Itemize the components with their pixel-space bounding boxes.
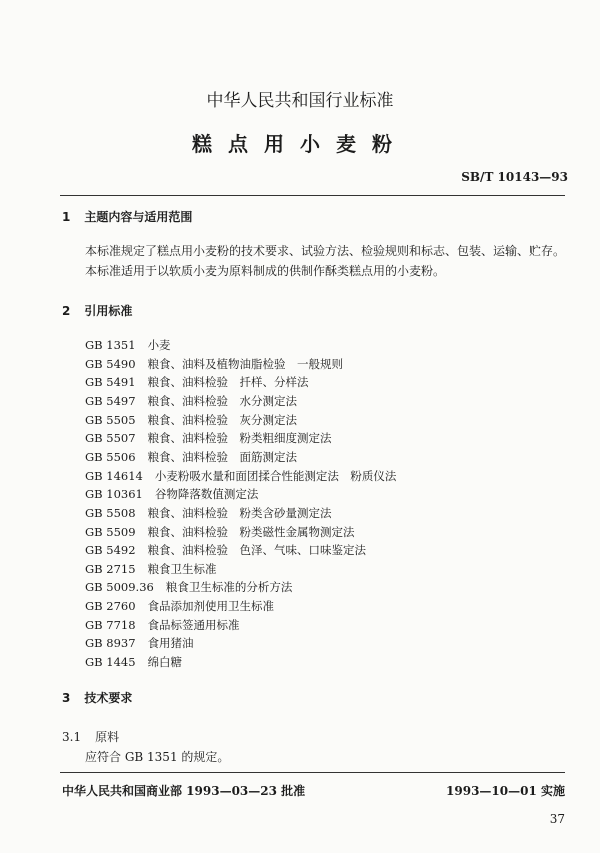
reference-name: 粮食、油料检验 水分测定法 [147,393,298,408]
reference-code: GB 14614 [85,468,143,483]
reference-code: GB 5491 [85,375,136,390]
reference-item [85,598,274,616]
reference-item [85,356,343,374]
reference-item [85,561,217,579]
reference-name: 食用猪油 [147,636,194,651]
approval-line: 中华人民共和国商业部 1993—03—23 批准 [62,784,306,798]
reference-name: 粮食、油料检验 灰分测定法 [147,412,298,427]
reference-code: GB 5492 [85,543,136,558]
section-number: 2 [62,304,71,318]
reference-code: GB 7718 [85,617,136,632]
reference-code: GB 2715 [85,561,136,576]
section-number: 1 [62,210,71,224]
document-title: 糕点用小麦粉 [192,132,408,156]
section-title: 引用标准 [84,304,133,318]
reference-item [85,468,396,486]
reference-name: 谷物降落数值测定法 [154,487,259,502]
reference-code: GB 5505 [85,412,136,427]
reference-code: GB 5497 [85,393,136,408]
reference-name: 粮食卫生标准 [147,561,217,576]
standard-code: SB/T 10143—93 [461,170,568,184]
reference-item [85,654,182,672]
reference-name: 小麦 [147,338,171,352]
bottom-divider [60,772,565,773]
reference-name: 粮食、油料检验 色泽、气味、口味鉴定法 [147,543,367,558]
reference-item [85,524,355,542]
reference-name: 粮食、油料检验 粉类磁性金属物测定法 [147,524,355,539]
reference-name: 绵白糖 [147,655,183,670]
paragraph: 本标准规定了糕点用小麦粉的技术要求、试验方法、检验规则和标志、包装、运输、贮存。 [85,244,566,258]
section-1-heading [62,208,192,225]
reference-code: GB 2760 [85,599,136,614]
section-title: 技术要求 [84,691,133,705]
top-divider [60,195,565,196]
reference-item [85,542,366,560]
subsection-number: 3.1 [62,730,82,744]
reference-name: 食品标签通用标准 [147,617,240,632]
reference-name: 小麦粉吸水量和面团揉合性能测定法 粉质仪法 [154,468,397,483]
reference-item [85,337,171,355]
reference-name: 食品添加剂使用卫生标准 [147,599,275,614]
reference-code: GB 5009.36 [85,580,154,595]
reference-code: GB 1445 [85,655,136,670]
reference-item [85,449,297,467]
document-header: 中华人民共和国行业标准 [206,91,394,111]
reference-code: GB 5509 [85,524,136,539]
reference-item [85,505,332,523]
reference-name: 粮食、油料及植物油脂检验 一般规则 [147,356,344,371]
subsection-title: 原料 [95,730,120,744]
reference-item [85,635,194,653]
reference-name: 粮食、油料检验 扦样、分样法 [147,375,309,390]
reference-code: GB 5507 [85,431,136,446]
section-number: 3 [62,691,71,705]
reference-item [85,579,292,597]
reference-code: GB 1351 [85,338,136,352]
reference-code: GB 5508 [85,505,136,520]
reference-item [85,617,240,635]
paragraph: 本标准适用于以软质小麦为原料制成的供制作酥类糕点用的小麦粉。 [85,264,446,278]
reference-item [85,393,297,411]
section-2-heading [62,302,132,319]
reference-item [85,412,297,430]
effective-date: 1993—10—01 实施 [446,784,565,798]
reference-item [85,430,332,448]
section-3-heading [62,689,132,706]
section-title: 主题内容与适用范围 [84,210,193,224]
reference-code: GB 8937 [85,636,136,651]
page-number: 37 [549,812,565,826]
reference-code: GB 10361 [85,487,143,502]
reference-code: GB 5490 [85,356,136,371]
reference-name: 粮食卫生标准的分析方法 [165,580,293,595]
reference-name: 粮食、油料检验 粉类含砂量测定法 [147,505,332,520]
reference-name: 粮食、油料检验 面筋测定法 [147,449,298,464]
reference-code: GB 5506 [85,449,136,464]
reference-name: 粮食、油料检验 粉类粗细度测定法 [147,431,332,446]
subsection-3-1-heading [62,728,119,745]
reference-item [85,486,258,504]
reference-item [85,374,309,392]
paragraph: 应符合 GB 1351 的规定。 [85,750,230,764]
